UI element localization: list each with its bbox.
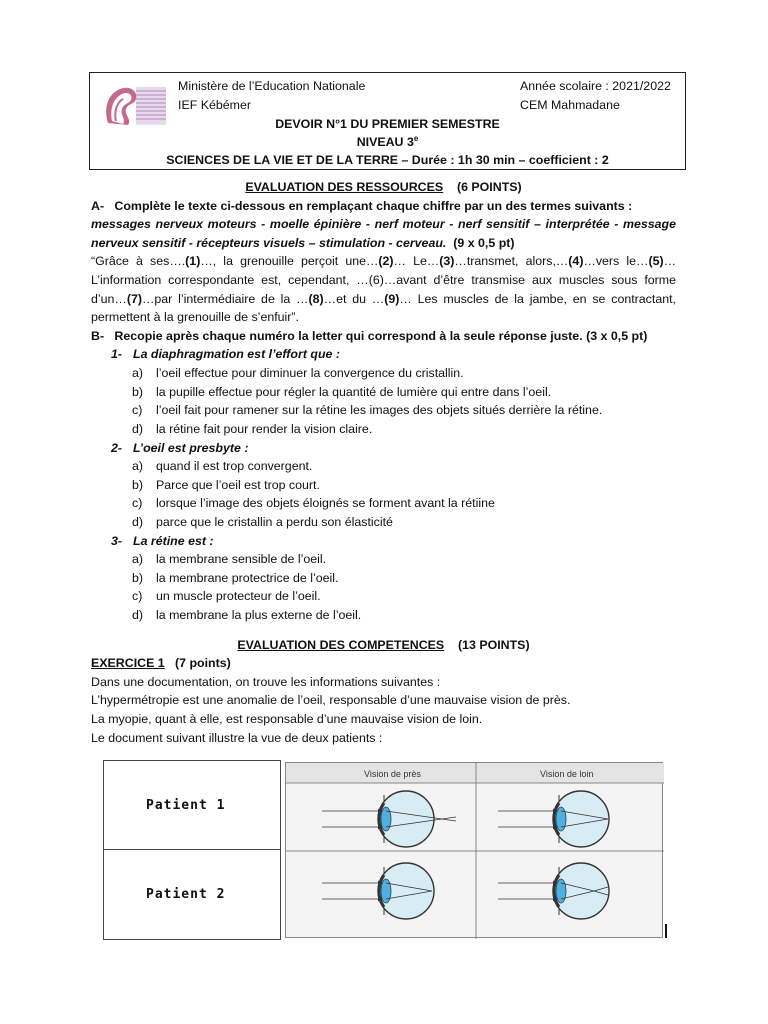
- patient-row: [104, 850, 280, 938]
- eye-diagram-p2-far: [498, 863, 609, 919]
- exam-content: [91, 178, 676, 747]
- column-far-vision: Vision de loin: [540, 769, 594, 779]
- exercise1-line: Le document suivant illustre la vue de deux patients :: [91, 730, 383, 745]
- answer-option: a) la membrane sensible de l’oeil.: [132, 552, 327, 567]
- patient-row: [104, 761, 280, 850]
- question-block: [91, 532, 676, 625]
- answer-option: c) l’oeil fait pour ramener sur la rétine les images des objets situés derrière la rétine.: [132, 403, 603, 418]
- section-c-heading: EVALUATION DES COMPETENCES (13 POINTS): [237, 637, 530, 652]
- answer-option: a) l’oeil effectue pour diminuer la convergence du cristallin.: [132, 366, 464, 381]
- ministry-name: Ministère de l’Education Nationale: [178, 79, 366, 93]
- exercise1-line: L’hypermétropie est une anomalie de l’oeil, responsable d’une mauvaise vision de près.: [91, 693, 571, 708]
- patient-1-label: Patient 1: [146, 798, 226, 813]
- question-title: 1- La diaphragmation est l’effort que :: [111, 347, 340, 362]
- patients-table: [103, 760, 281, 940]
- column-near-vision: Vision de près: [364, 769, 421, 779]
- exercise1-line: Dans une documentation, on trouve les informations suivantes :: [91, 674, 441, 689]
- part-a-terms: messages nerveux moteurs - moelle épinière - nerf moteur - nerf sensitif – interprétée - message nerveux sensitif - récepteurs visuels – stimulation - cerveau. (9 x 0,5 pt): [91, 217, 676, 250]
- vision-diagram-table: [285, 762, 663, 938]
- exercise1-line: La myopie, quant à elle, est responsable d’une mauvaise vision de loin.: [91, 712, 483, 727]
- patients-vision-figure: [103, 760, 671, 940]
- school-name: CEM Mahmadane: [520, 98, 620, 112]
- ief-name: IEF Kébémer: [178, 98, 251, 112]
- part-a-instruction: A- Complète le texte ci-dessous en remplaçant chaque chiffre par un des termes suivants :: [91, 198, 633, 213]
- answer-option: b) la membrane protectrice de l’oeil.: [132, 570, 339, 585]
- eye-diagram-p1-far: [498, 791, 609, 847]
- question-title: 3- La rétine est :: [111, 533, 214, 548]
- school-year: Année scolaire : 2021/2022: [520, 79, 671, 93]
- eye-diagrams: [286, 763, 664, 939]
- answer-option: c) lorsque l’image des objets éloignés se forment avant la rétiine: [132, 496, 495, 511]
- eye-diagram-p1-near: [322, 791, 456, 847]
- exam-subject: SCIENCES DE LA VIE ET DE LA TERRE – Durée : 1h 30 min – coefficient : 2: [166, 153, 609, 167]
- exam-title: DEVOIR N°1 DU PREMIER SEMESTRE: [275, 117, 500, 131]
- question-title: 2- L’oeil est presbyte :: [111, 440, 249, 455]
- question-block: [91, 439, 676, 532]
- answer-option: d) parce que le cristallin a perdu son élasticité: [132, 514, 393, 529]
- answer-option: d) la membrane la plus externe de l’oeil.: [132, 608, 362, 623]
- exam-level: NIVEAU 3e: [356, 134, 419, 150]
- part-a-text: “Grâce à ses….(1)…, la grenouille perçoit une…(2)… Le…(3)…transmet, alors,…(4)…vers le…(5)… L’information correspondante est, cependant, …(6)…avant d’être transmise aux muscles sous forme d’un…(7)…par l’intermédiaire de la …(8)…et du …(9)… Les muscles de la jambe, en se contractant, permettent à la grenouille de s’enfuir”.: [91, 254, 676, 325]
- answer-option: a) quand il est trop convergent.: [132, 459, 313, 474]
- eye-diagram-p2-near: [322, 863, 434, 919]
- question-block: [91, 345, 676, 438]
- answer-option: b) Parce que l’oeil est trop court.: [132, 477, 320, 492]
- answer-option: b) la pupille effectue pour régler la quantité de lumière qui entre dans l’oeil.: [132, 384, 552, 399]
- text-cursor: [665, 924, 667, 938]
- answer-option: d) la rétine fait pour render la vision claire.: [132, 421, 373, 436]
- section-a-heading: EVALUATION DES RESSOURCES (6 POINTS): [245, 180, 522, 194]
- answer-option: c) un muscle protecteur de l’oeil.: [132, 589, 321, 604]
- header-box: [89, 72, 686, 170]
- part-b-instruction: B- Recopie après chaque numéro la letter qui correspond à la seule réponse juste. (3 x 0,5 pt): [91, 328, 648, 343]
- exercise1-heading: EXERCICE 1 (7 points): [91, 656, 231, 671]
- patient-2-label: Patient 2: [146, 887, 226, 902]
